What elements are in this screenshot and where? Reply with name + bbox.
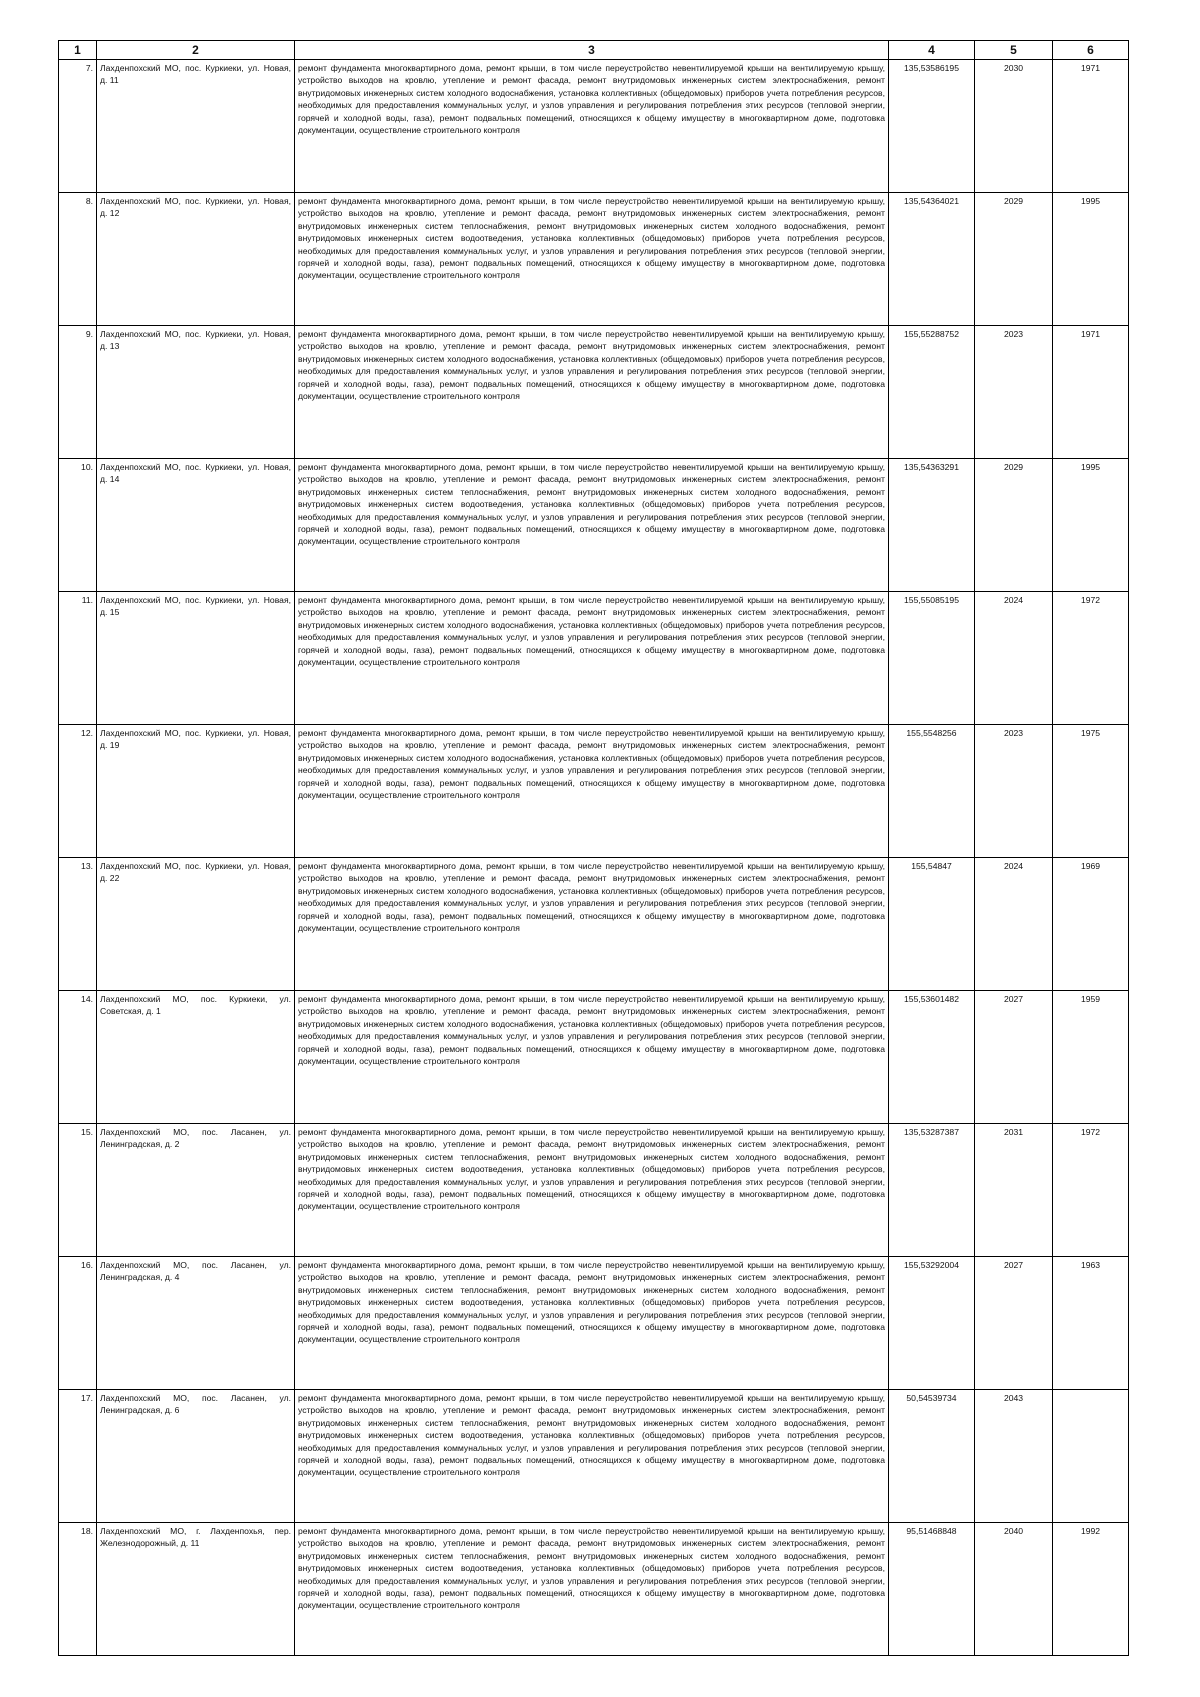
table-row <box>59 193 1129 326</box>
cost-cell: 155,53292004 <box>889 1257 975 1390</box>
built-year-cell: 1992 <box>1053 1523 1129 1656</box>
table-row <box>59 858 1129 991</box>
built-year-cell: 1972 <box>1053 592 1129 725</box>
works-description-cell: ремонт фундамента многоквартирного дома, ремонт крыши, в том числе переустройство невентилируемой крыши на вентилируемую крышу, устройство выходов на кровлю, утепление и ремонт фасада, ремонт внутридомовых инженерных систем электроснабжения, ремонт внутридомовых инженерных систем теплоснабжения, ремонт внутридомовых инженерных систем холодного водоснабжения, ремонт внутридомовых инженерных систем водоотведения, установка коллективных (общедомовых) приборов учета потребления ресурсов, необходимых для предоставления коммунальных услуг, и узлов управления и регулирования потребления этих ресурсов (тепловой энергии, горячей и холодной воды, газа), ремонт подвальных помещений, относящихся к общему имуществу в многоквартирном доме, подготовка документации, осуществление строительного контроля <box>295 193 889 326</box>
column-header: 2 <box>97 41 295 60</box>
cost-cell: 155,55085195 <box>889 592 975 725</box>
built-year-cell: 1959 <box>1053 991 1129 1124</box>
table-body <box>59 60 1129 1656</box>
works-description-cell: ремонт фундамента многоквартирного дома, ремонт крыши, в том числе переустройство невентилируемой крыши на вентилируемую крышу, устройство выходов на кровлю, утепление и ремонт фасада, ремонт внутридомовых инженерных систем электроснабжения, ремонт внутридомовых инженерных систем теплоснабжения, ремонт внутридомовых инженерных систем холодного водоснабжения, ремонт внутридомовых инженерных систем водоотведения, установка коллективных (общедомовых) приборов учета потребления ресурсов, необходимых для предоставления коммунальных услуг, и узлов управления и регулирования потребления этих ресурсов (тепловой энергии, горячей и холодной воды, газа), ремонт подвальных помещений, относящихся к общему имуществу в многоквартирном доме, подготовка документации, осуществление строительного контроля <box>295 1124 889 1257</box>
address-cell: Лахденпохский МО, пос. Куркиеки, ул. Новая, д. 19 <box>97 725 295 858</box>
column-header: 6 <box>1053 41 1129 60</box>
table-row <box>59 991 1129 1124</box>
table-row <box>59 459 1129 592</box>
row-number: 13. <box>59 858 97 991</box>
built-year-cell: 1969 <box>1053 858 1129 991</box>
built-year-cell <box>1053 1390 1129 1523</box>
works-description-cell: ремонт фундамента многоквартирного дома, ремонт крыши, в том числе переустройство невентилируемой крыши на вентилируемую крышу, устройство выходов на кровлю, утепление и ремонт фасада, ремонт внутридомовых инженерных систем электроснабжения, ремонт внутридомовых инженерных систем холодного водоснабжения, установка коллективных (общедомовых) приборов учета потребления ресурсов, необходимых для предоставления коммунальных услуг, и узлов управления и регулирования потребления этих ресурсов (тепловой энергии, горячей и холодной воды, газа), ремонт подвальных помещений, относящихся к общему имуществу в многоквартирном доме, подготовка документации, осуществление строительного контроля <box>295 858 889 991</box>
built-year-cell: 1971 <box>1053 60 1129 193</box>
built-year-cell: 1995 <box>1053 193 1129 326</box>
built-year-cell: 1975 <box>1053 725 1129 858</box>
planned-year-cell: 2023 <box>975 326 1053 459</box>
row-number: 11. <box>59 592 97 725</box>
column-header: 4 <box>889 41 975 60</box>
planned-year-cell: 2027 <box>975 991 1053 1124</box>
address-cell: Лахденпохский МО, пос. Куркиеки, ул. Новая, д. 12 <box>97 193 295 326</box>
built-year-cell: 1995 <box>1053 459 1129 592</box>
address-cell: Лахденпохский МО, пос. Ласанен, ул. Ленинградская, д. 6 <box>97 1390 295 1523</box>
row-number: 10. <box>59 459 97 592</box>
row-number: 12. <box>59 725 97 858</box>
table-row <box>59 1124 1129 1257</box>
table-row <box>59 592 1129 725</box>
table-header-row <box>59 41 1129 60</box>
works-description-cell: ремонт фундамента многоквартирного дома, ремонт крыши, в том числе переустройство невентилируемой крыши на вентилируемую крышу, устройство выходов на кровлю, утепление и ремонт фасада, ремонт внутридомовых инженерных систем электроснабжения, ремонт внутридомовых инженерных систем теплоснабжения, ремонт внутридомовых инженерных систем холодного водоснабжения, ремонт внутридомовых инженерных систем водоотведения, установка коллективных (общедомовых) приборов учета потребления ресурсов, необходимых для предоставления коммунальных услуг, и узлов управления и регулирования потребления этих ресурсов (тепловой энергии, горячей и холодной воды, газа), ремонт подвальных помещений, относящихся к общему имуществу в многоквартирном доме, подготовка документации, осуществление строительного контроля <box>295 1257 889 1390</box>
repair-program-table <box>58 40 1129 1656</box>
cost-cell: 50,54539734 <box>889 1390 975 1523</box>
built-year-cell: 1963 <box>1053 1257 1129 1390</box>
cost-cell: 155,55288752 <box>889 326 975 459</box>
planned-year-cell: 2023 <box>975 725 1053 858</box>
built-year-cell: 1972 <box>1053 1124 1129 1257</box>
works-description-cell: ремонт фундамента многоквартирного дома, ремонт крыши, в том числе переустройство невентилируемой крыши на вентилируемую крышу, устройство выходов на кровлю, утепление и ремонт фасада, ремонт внутридомовых инженерных систем электроснабжения, ремонт внутридомовых инженерных систем холодного водоснабжения, установка коллективных (общедомовых) приборов учета потребления ресурсов, необходимых для предоставления коммунальных услуг, и узлов управления и регулирования потребления этих ресурсов (тепловой энергии, горячей и холодной воды, газа), ремонт подвальных помещений, относящихся к общему имуществу в многоквартирном доме, подготовка документации, осуществление строительного контроля <box>295 60 889 193</box>
address-cell: Лахденпохский МО, пос. Куркиеки, ул. Новая, д. 22 <box>97 858 295 991</box>
cost-cell: 135,53287387 <box>889 1124 975 1257</box>
row-number: 17. <box>59 1390 97 1523</box>
planned-year-cell: 2030 <box>975 60 1053 193</box>
column-header: 5 <box>975 41 1053 60</box>
row-number: 16. <box>59 1257 97 1390</box>
column-header: 1 <box>59 41 97 60</box>
row-number: 8. <box>59 193 97 326</box>
planned-year-cell: 2040 <box>975 1523 1053 1656</box>
address-cell: Лахденпохский МО, пос. Куркиеки, ул. Новая, д. 13 <box>97 326 295 459</box>
address-cell: Лахденпохский МО, пос. Куркиеки, ул. Новая, д. 14 <box>97 459 295 592</box>
row-number: 7. <box>59 60 97 193</box>
works-description-cell: ремонт фундамента многоквартирного дома, ремонт крыши, в том числе переустройство невентилируемой крыши на вентилируемую крышу, устройство выходов на кровлю, утепление и ремонт фасада, ремонт внутридомовых инженерных систем электроснабжения, ремонт внутридомовых инженерных систем холодного водоснабжения, установка коллективных (общедомовых) приборов учета потребления ресурсов, необходимых для предоставления коммунальных услуг, и узлов управления и регулирования потребления этих ресурсов (тепловой энергии, горячей и холодной воды, газа), ремонт подвальных помещений, относящихся к общему имуществу в многоквартирном доме, подготовка документации, осуществление строительного контроля <box>295 991 889 1124</box>
works-description-cell: ремонт фундамента многоквартирного дома, ремонт крыши, в том числе переустройство невентилируемой крыши на вентилируемую крышу, устройство выходов на кровлю, утепление и ремонт фасада, ремонт внутридомовых инженерных систем электроснабжения, ремонт внутридомовых инженерных систем холодного водоснабжения, установка коллективных (общедомовых) приборов учета потребления ресурсов, необходимых для предоставления коммунальных услуг, и узлов управления и регулирования потребления этих ресурсов (тепловой энергии, горячей и холодной воды, газа), ремонт подвальных помещений, относящихся к общему имуществу в многоквартирном доме, подготовка документации, осуществление строительного контроля <box>295 326 889 459</box>
address-cell: Лахденпохский МО, пос. Куркиеки, ул. Советская, д. 1 <box>97 991 295 1124</box>
address-cell: Лахденпохский МО, г. Лахденпохья, пер. Железнодорожный, д. 11 <box>97 1523 295 1656</box>
table-row <box>59 60 1129 193</box>
planned-year-cell: 2024 <box>975 858 1053 991</box>
table-row <box>59 725 1129 858</box>
table-row <box>59 326 1129 459</box>
works-description-cell: ремонт фундамента многоквартирного дома, ремонт крыши, в том числе переустройство невентилируемой крыши на вентилируемую крышу, устройство выходов на кровлю, утепление и ремонт фасада, ремонт внутридомовых инженерных систем электроснабжения, ремонт внутридомовых инженерных систем холодного водоснабжения, установка коллективных (общедомовых) приборов учета потребления ресурсов, необходимых для предоставления коммунальных услуг, и узлов управления и регулирования потребления этих ресурсов (тепловой энергии, горячей и холодной воды, газа), ремонт подвальных помещений, относящихся к общему имуществу в многоквартирном доме, подготовка документации, осуществление строительного контроля <box>295 592 889 725</box>
row-number: 15. <box>59 1124 97 1257</box>
planned-year-cell: 2043 <box>975 1390 1053 1523</box>
row-number: 9. <box>59 326 97 459</box>
address-cell: Лахденпохский МО, пос. Куркиеки, ул. Новая, д. 15 <box>97 592 295 725</box>
works-description-cell: ремонт фундамента многоквартирного дома, ремонт крыши, в том числе переустройство невентилируемой крыши на вентилируемую крышу, устройство выходов на кровлю, утепление и ремонт фасада, ремонт внутридомовых инженерных систем электроснабжения, ремонт внутридомовых инженерных систем теплоснабжения, ремонт внутридомовых инженерных систем холодного водоснабжения, ремонт внутридомовых инженерных систем водоотведения, установка коллективных (общедомовых) приборов учета потребления ресурсов, необходимых для предоставления коммунальных услуг, и узлов управления и регулирования потребления этих ресурсов (тепловой энергии, горячей и холодной воды, газа), ремонт подвальных помещений, относящихся к общему имуществу в многоквартирном доме, подготовка документации, осуществление строительного контроля <box>295 459 889 592</box>
cost-cell: 135,54363291 <box>889 459 975 592</box>
address-cell: Лахденпохский МО, пос. Ласанен, ул. Ленинградская, д. 4 <box>97 1257 295 1390</box>
table-row <box>59 1523 1129 1656</box>
cost-cell: 155,54847 <box>889 858 975 991</box>
planned-year-cell: 2029 <box>975 193 1053 326</box>
planned-year-cell: 2031 <box>975 1124 1053 1257</box>
address-cell: Лахденпохский МО, пос. Куркиеки, ул. Новая, д. 11 <box>97 60 295 193</box>
built-year-cell: 1971 <box>1053 326 1129 459</box>
cost-cell: 135,53586195 <box>889 60 975 193</box>
address-cell: Лахденпохский МО, пос. Ласанен, ул. Ленинградская, д. 2 <box>97 1124 295 1257</box>
planned-year-cell: 2029 <box>975 459 1053 592</box>
planned-year-cell: 2027 <box>975 1257 1053 1390</box>
works-description-cell: ремонт фундамента многоквартирного дома, ремонт крыши, в том числе переустройство невентилируемой крыши на вентилируемую крышу, устройство выходов на кровлю, утепление и ремонт фасада, ремонт внутридомовых инженерных систем электроснабжения, ремонт внутридомовых инженерных систем теплоснабжения, ремонт внутридомовых инженерных систем холодного водоснабжения, ремонт внутридомовых инженерных систем водоотведения, установка коллективных (общедомовых) приборов учета потребления ресурсов, необходимых для предоставления коммунальных услуг, и узлов управления и регулирования потребления этих ресурсов (тепловой энергии, горячей и холодной воды, газа), ремонт подвальных помещений, относящихся к общему имуществу в многоквартирном доме, подготовка документации, осуществление строительного контроля <box>295 1390 889 1523</box>
column-header: 3 <box>295 41 889 60</box>
table-row <box>59 1257 1129 1390</box>
row-number: 14. <box>59 991 97 1124</box>
works-description-cell: ремонт фундамента многоквартирного дома, ремонт крыши, в том числе переустройство невентилируемой крыши на вентилируемую крышу, устройство выходов на кровлю, утепление и ремонт фасада, ремонт внутридомовых инженерных систем электроснабжения, ремонт внутридомовых инженерных систем холодного водоснабжения, установка коллективных (общедомовых) приборов учета потребления ресурсов, необходимых для предоставления коммунальных услуг, и узлов управления и регулирования потребления этих ресурсов (тепловой энергии, горячей и холодной воды, газа), ремонт подвальных помещений, относящихся к общему имуществу в многоквартирном доме, подготовка документации, осуществление строительного контроля <box>295 725 889 858</box>
table-row <box>59 1390 1129 1523</box>
cost-cell: 95,51468848 <box>889 1523 975 1656</box>
planned-year-cell: 2024 <box>975 592 1053 725</box>
works-description-cell: ремонт фундамента многоквартирного дома, ремонт крыши, в том числе переустройство невентилируемой крыши на вентилируемую крышу, устройство выходов на кровлю, утепление и ремонт фасада, ремонт внутридомовых инженерных систем электроснабжения, ремонт внутридомовых инженерных систем теплоснабжения, ремонт внутридомовых инженерных систем холодного водоснабжения, ремонт внутридомовых инженерных систем водоотведения, установка коллективных (общедомовых) приборов учета потребления ресурсов, необходимых для предоставления коммунальных услуг, и узлов управления и регулирования потребления этих ресурсов (тепловой энергии, горячей и холодной воды, газа), ремонт подвальных помещений, относящихся к общему имуществу в многоквартирном доме, подготовка документации, осуществление строительного контроля <box>295 1523 889 1656</box>
cost-cell: 155,53601482 <box>889 991 975 1124</box>
row-number: 18. <box>59 1523 97 1656</box>
cost-cell: 135,54364021 <box>889 193 975 326</box>
cost-cell: 155,5548256 <box>889 725 975 858</box>
document-page <box>58 40 1128 1656</box>
